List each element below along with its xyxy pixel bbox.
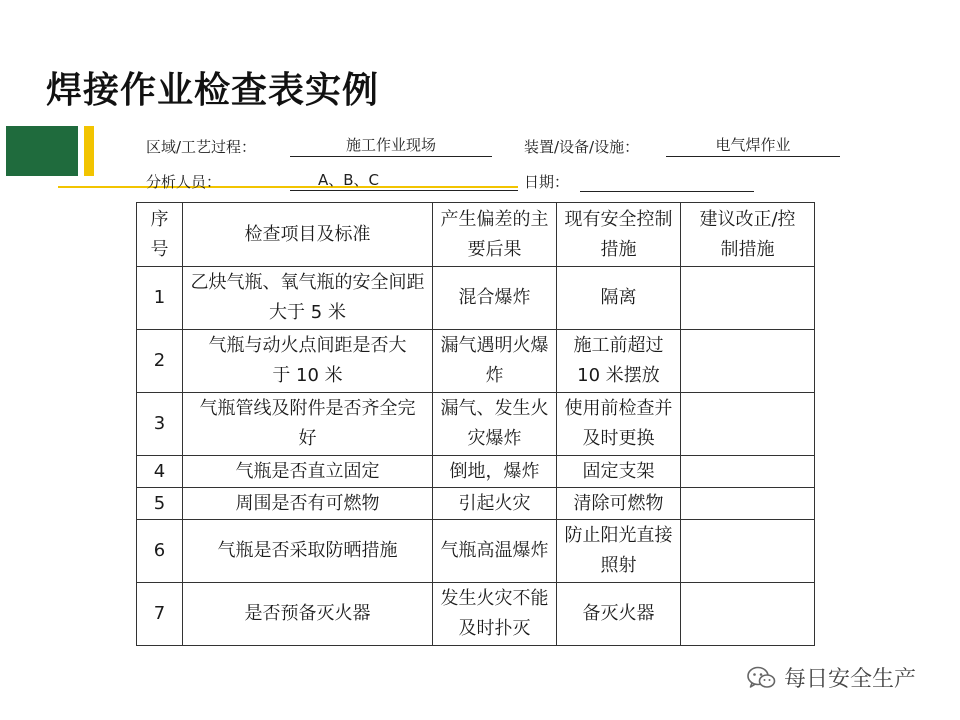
table-row [137,330,815,393]
header-existing-measure: 现有安全控制措施 [557,203,681,267]
table-row [137,520,815,583]
device-label: 装置/设备/设施： [524,138,640,156]
row-item: 周围是否有可燃物 [183,488,433,520]
row-existing-measure: 防止阳光直接照射 [557,520,681,583]
page-title: 焊接作业检查表实例 [46,70,380,111]
date-label: 日期： [524,173,570,191]
row-seq: 6 [137,520,183,583]
row-suggestion [681,456,815,488]
row-seq: 7 [137,583,183,646]
row-item: 乙炔气瓶、氧气瓶的安全间距大于 5 米 [183,267,433,330]
row-consequence: 气瓶高温爆炸 [433,520,557,583]
row-seq: 1 [137,267,183,330]
table-row [137,456,815,488]
row-suggestion [681,583,815,646]
table-row [137,488,815,520]
row-existing-measure: 清除可燃物 [557,488,681,520]
row-item: 是否预备灭火器 [183,583,433,646]
area-label: 区域/工艺过程： [146,138,257,156]
table-row [137,267,815,330]
row-existing-measure: 施工前超过 10 米摆放 [557,330,681,393]
row-existing-measure: 使用前检查并及时更换 [557,393,681,456]
area-value: 施工作业现场 [290,136,492,157]
row-seq: 2 [137,330,183,393]
row-seq: 3 [137,393,183,456]
table-row [137,393,815,456]
yellow-accent-bar [84,126,94,176]
row-seq: 5 [137,488,183,520]
row-item: 气瓶是否直立固定 [183,456,433,488]
row-existing-measure: 隔离 [557,267,681,330]
header-item: 检查项目及标准 [183,203,433,267]
analyst-value: A、B、C [290,171,518,191]
row-consequence: 倒地，爆炸 [433,456,557,488]
row-item: 气瓶管线及附件是否齐全完好 [183,393,433,456]
row-consequence: 漏气遇明火爆炸 [433,330,557,393]
watermark-text: 每日安全生产 [784,667,917,692]
analyst-label: 分析人员： [146,173,222,191]
row-suggestion [681,393,815,456]
row-item: 气瓶与动火点间距是否大于 10 米 [183,330,433,393]
row-consequence: 引起火灾 [433,488,557,520]
table-row [137,583,815,646]
row-consequence: 混合爆炸 [433,267,557,330]
device-value: 电气焊作业 [666,136,840,157]
header-consequence: 产生偏差的主要后果 [433,203,557,267]
check-table [136,202,815,646]
row-suggestion [681,330,815,393]
row-existing-measure: 固定支架 [557,456,681,488]
row-suggestion [681,488,815,520]
row-existing-measure: 备灭火器 [557,583,681,646]
header-seq: 序号 [137,203,183,267]
row-suggestion [681,267,815,330]
date-value [580,171,754,192]
row-suggestion [681,520,815,583]
green-accent-block [6,126,78,176]
table-header-row [137,203,815,267]
row-consequence: 发生火灾不能及时扑灭 [433,583,557,646]
row-seq: 4 [137,456,183,488]
header-suggestion: 建议改正/控制措施 [681,203,815,267]
wechat-icon [746,665,776,691]
row-consequence: 漏气、发生火灾爆炸 [433,393,557,456]
watermark [746,662,916,693]
row-item: 气瓶是否采取防晒措施 [183,520,433,583]
